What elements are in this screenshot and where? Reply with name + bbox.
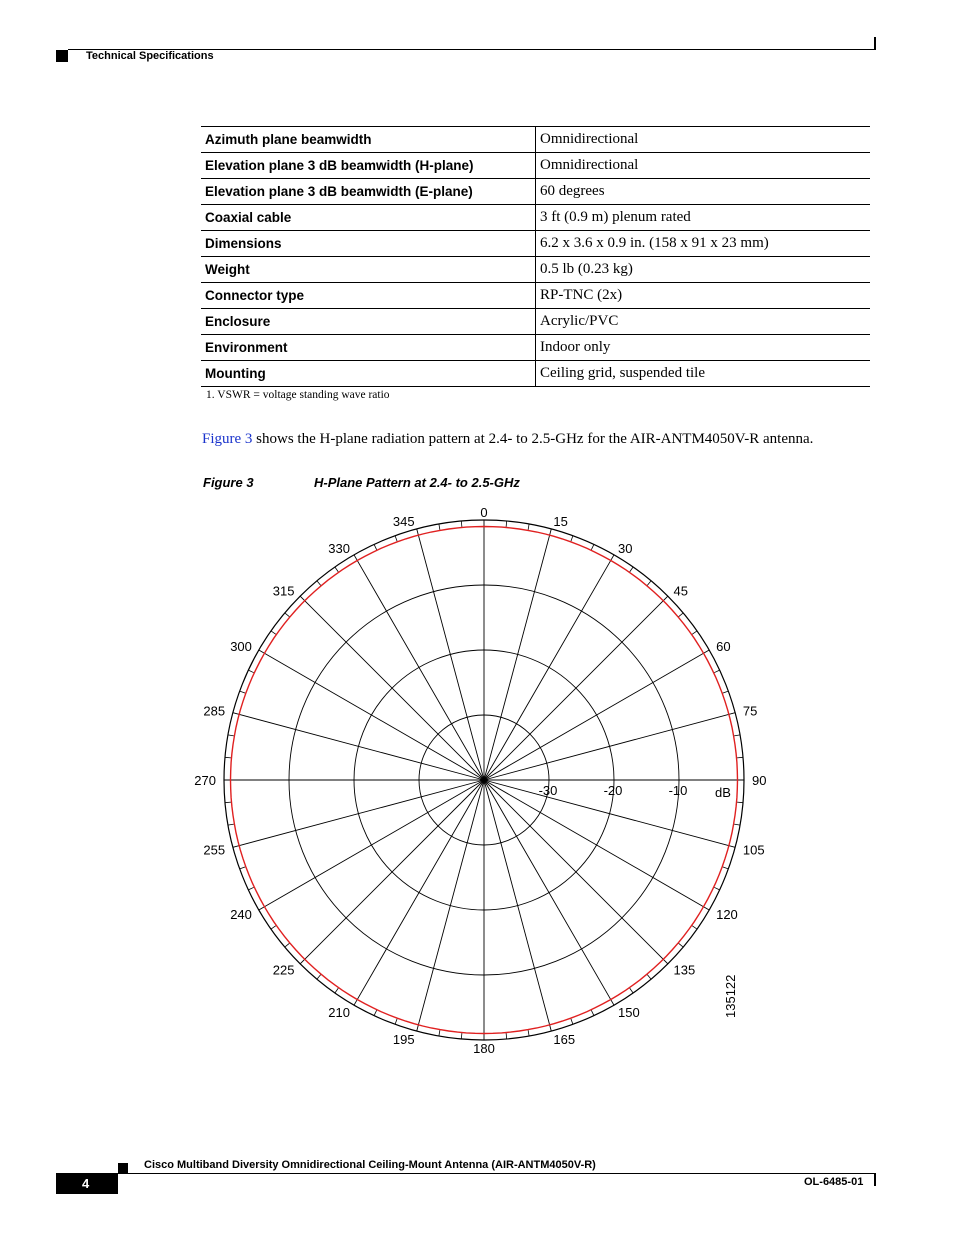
outer-tick [335, 988, 338, 993]
outer-tick [395, 536, 397, 542]
outer-tick [225, 802, 231, 803]
grid-spoke [233, 780, 484, 847]
header-marker [56, 50, 68, 62]
paragraph-text: shows the H-plane radiation pattern at 2.4- to 2.5-GHz for the AIR-ANTM4050V-R antenna. [252, 431, 814, 447]
angle-label: 255 [203, 842, 226, 858]
angle-label: 180 [473, 1041, 495, 1056]
outer-tick [714, 887, 719, 890]
angle-label: 345 [392, 514, 415, 530]
spec-row [201, 361, 870, 387]
outer-tick [317, 975, 321, 980]
outer-tick [285, 943, 290, 947]
outer-tick [630, 567, 633, 572]
spec-label: Coaxial cable [201, 205, 536, 231]
figure-link[interactable]: Figure 3 [202, 431, 253, 447]
angle-label: 75 [742, 703, 758, 719]
page-number: 4 [82, 1176, 90, 1191]
outer-tick [240, 691, 246, 693]
outer-tick [271, 631, 276, 634]
angle-label: 165 [553, 1031, 576, 1047]
grid-spoke [484, 713, 735, 780]
outer-tick [439, 1030, 440, 1036]
footer-rule [56, 1173, 876, 1174]
footer-marker [118, 1163, 128, 1173]
outer-tick [723, 691, 729, 693]
header-section-title: Technical Specifications [86, 50, 214, 62]
angle-label: 105 [742, 842, 765, 858]
grid-spoke [484, 529, 551, 780]
outer-tick [679, 613, 684, 617]
angle-label: 315 [272, 583, 295, 599]
grid-spoke [259, 780, 484, 910]
spec-value: Ceiling grid, suspended tile [536, 361, 871, 387]
spec-value: 6.2 x 3.6 x 0.9 in. (158 x 91 x 23 mm) [536, 231, 871, 257]
grid-spoke [259, 650, 484, 780]
outer-tick [248, 887, 253, 890]
header-tick [874, 37, 876, 49]
outer-tick [679, 943, 684, 947]
spec-label: Environment [201, 335, 536, 361]
grid-spoke [484, 780, 709, 910]
page-number-box [56, 1174, 118, 1194]
spec-label: Azimuth plane beamwidth [201, 127, 536, 153]
spec-value: Indoor only [536, 335, 871, 361]
spec-value: Omnidirectional [536, 127, 871, 153]
spec-row [201, 205, 870, 231]
spec-row [201, 257, 870, 283]
outer-tick [506, 521, 507, 527]
grid-spoke [484, 596, 668, 780]
spec-value: Omnidirectional [536, 153, 871, 179]
outer-tick [461, 521, 462, 527]
spec-label: Enclosure [201, 309, 536, 335]
grid-spoke [300, 780, 484, 964]
footnote: 1. VSWR = voltage standing wave ratio [206, 389, 390, 401]
spec-label: Elevation plane 3 dB beamwidth (E-plane) [201, 179, 536, 205]
outer-tick [647, 581, 651, 586]
outer-tick [374, 544, 377, 549]
spec-label: Mounting [201, 361, 536, 387]
outer-tick [714, 670, 719, 673]
angle-label: 30 [618, 540, 633, 556]
outer-tick [528, 524, 529, 530]
radial-unit-label: dB [715, 785, 731, 800]
angle-label: 135 [673, 962, 696, 978]
outer-tick [439, 524, 440, 530]
grid-spoke [484, 650, 709, 780]
polar-chart [190, 500, 770, 1060]
angle-label: 195 [392, 1031, 415, 1047]
outer-tick [591, 544, 594, 549]
outer-tick [506, 1033, 507, 1039]
spec-value: RP-TNC (2x) [536, 283, 871, 309]
angle-label: 300 [230, 639, 252, 654]
outer-tick [335, 567, 338, 572]
outer-tick [461, 1033, 462, 1039]
grid-spoke [484, 780, 551, 1031]
outer-tick [630, 988, 633, 993]
spec-row [201, 283, 870, 309]
angle-label: 225 [272, 962, 295, 978]
radial-tick-label: -10 [668, 783, 688, 798]
angle-label: 15 [553, 514, 568, 530]
grid-spoke [417, 529, 484, 780]
grid-spoke [484, 555, 614, 780]
body-paragraph [202, 431, 813, 448]
footer-title: Cisco Multiband Diversity Omnidirectional Ceiling-Mount Antenna (AIR-ANTM4050V-R) [144, 1159, 596, 1171]
spec-label: Dimensions [201, 231, 536, 257]
figure-title: H-Plane Pattern at 2.4- to 2.5-GHz [314, 475, 520, 490]
spec-value: 0.5 lb (0.23 kg) [536, 257, 871, 283]
radial-tick-label: -20 [603, 783, 623, 798]
outer-tick [734, 824, 740, 825]
doc-number: OL-6485-01 [804, 1176, 864, 1188]
outer-tick [285, 613, 290, 617]
outer-tick [248, 670, 253, 673]
outer-tick [571, 1019, 573, 1025]
outer-tick [317, 581, 321, 586]
grid-spoke [417, 780, 484, 1031]
angle-label: 270 [194, 773, 216, 788]
spec-label: Connector type [201, 283, 536, 309]
outer-tick [271, 926, 276, 929]
outer-tick [647, 975, 651, 980]
figure-number: Figure 3 [203, 475, 254, 490]
outer-tick [734, 735, 740, 736]
grid-spoke [484, 780, 668, 964]
outer-tick [591, 1010, 594, 1015]
outer-tick [225, 757, 231, 758]
outer-tick [692, 926, 697, 929]
outer-tick [395, 1019, 397, 1025]
outer-tick [692, 631, 697, 634]
angle-label: 210 [328, 1005, 350, 1021]
spec-label: Elevation plane 3 dB beamwidth (H-plane) [201, 153, 536, 179]
spec-row [201, 153, 870, 179]
angle-label: 240 [230, 907, 252, 922]
outer-tick [571, 536, 573, 542]
spec-table [201, 126, 870, 387]
outer-tick [240, 867, 246, 869]
grid-spoke [354, 780, 484, 1005]
radial-tick-label: -30 [538, 783, 558, 798]
spec-row [201, 179, 870, 205]
spec-value: 60 degrees [536, 179, 871, 205]
angle-label: 330 [328, 540, 350, 556]
grid-spoke [300, 596, 484, 780]
spec-row [201, 231, 870, 257]
spec-label: Weight [201, 257, 536, 283]
outer-tick [528, 1030, 529, 1036]
spec-value: 3 ft (0.9 m) plenum rated [536, 205, 871, 231]
outer-tick [737, 757, 743, 758]
footer-tick [874, 1174, 876, 1186]
outer-tick [228, 735, 234, 736]
spec-row [201, 127, 870, 153]
angle-label: 60 [716, 639, 731, 654]
spec-value: Acrylic/PVC [536, 309, 871, 335]
angle-label: 150 [618, 1005, 640, 1021]
figure-image-id: 135122 [723, 974, 738, 1018]
grid-spoke [354, 555, 484, 780]
outer-tick [228, 824, 234, 825]
angle-label: 45 [673, 583, 688, 599]
outer-tick [374, 1010, 377, 1015]
spec-row [201, 335, 870, 361]
angle-label: 90 [752, 773, 767, 788]
angle-label: 285 [203, 703, 226, 719]
angle-label: 120 [716, 907, 738, 922]
grid-spoke [484, 780, 614, 1005]
outer-tick [737, 802, 743, 803]
spec-row [201, 309, 870, 335]
outer-tick [723, 867, 729, 869]
angle-label: 0 [480, 505, 488, 520]
grid-spoke [233, 713, 484, 780]
